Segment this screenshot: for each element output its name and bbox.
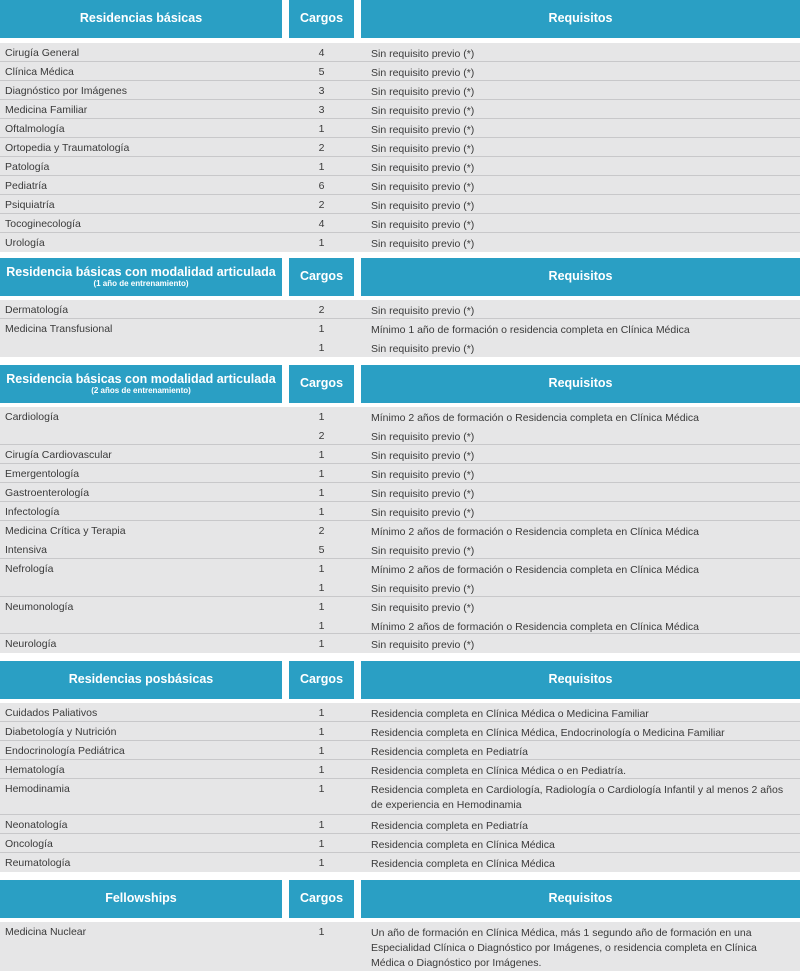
cargos-count: 1 bbox=[318, 819, 325, 831]
requirement-text: Sin requisito previo (*) bbox=[371, 450, 475, 462]
cargos-count: 2 bbox=[318, 199, 325, 211]
cargos-count: 1 bbox=[318, 468, 325, 480]
table-row bbox=[0, 233, 800, 252]
table-row bbox=[0, 62, 800, 81]
specialty-name: Intensiva bbox=[5, 544, 48, 556]
cargos-count: 1 bbox=[318, 857, 325, 869]
specialty-name: Tocoginecología bbox=[5, 218, 81, 230]
specialty-name: Diabetología y Nutrición bbox=[5, 726, 117, 738]
requirement-text: Mínimo 2 años de formación o Residencia completa en Clínica Médica bbox=[371, 412, 699, 424]
requirement-text: Sin requisito previo (*) bbox=[371, 86, 475, 98]
cargos-header bbox=[289, 365, 354, 403]
requirement-text: Residencia completa en Clínica Médica, Endocrinología o Medicina Familiar bbox=[371, 727, 725, 739]
requirement-text: Sin requisito previo (*) bbox=[371, 124, 475, 136]
table-row bbox=[0, 521, 800, 540]
specialty-name: Cuidados Paliativos bbox=[5, 707, 98, 719]
specialty-name: Oncología bbox=[5, 838, 53, 850]
cargos-count: 1 bbox=[318, 783, 325, 795]
cargos-count: 1 bbox=[318, 926, 325, 938]
requisitos-header bbox=[361, 880, 800, 918]
requirement-text: Sin requisito previo (*) bbox=[371, 219, 475, 231]
specialty-name: Cirugía General bbox=[5, 47, 80, 59]
specialty-name: Diagnóstico por Imágenes bbox=[5, 85, 127, 97]
specialty-name: Neonatología bbox=[5, 819, 68, 831]
table-row bbox=[0, 922, 800, 971]
requirement-text: Sin requisito previo (*) bbox=[371, 181, 475, 193]
cargos-count: 1 bbox=[318, 342, 325, 354]
table-row bbox=[0, 722, 800, 741]
cargos-count: 1 bbox=[318, 601, 325, 613]
requirement-text: Sin requisito previo (*) bbox=[371, 469, 475, 481]
specialty-name: Gastroenterología bbox=[5, 487, 90, 499]
requisitos-label: Requisitos bbox=[548, 11, 613, 26]
cargos-count: 1 bbox=[318, 726, 325, 738]
cargos-count: 1 bbox=[318, 707, 325, 719]
requirement-text: Un año de formación en Clínica Médica, más 1 segundo año de formación en una Especialidad Clínica o Diagnóstico por Imágenes, o residencia completa en Clínica Médica o Diagnóstico por Imágenes. bbox=[371, 927, 757, 969]
table-row bbox=[0, 43, 800, 62]
specialty-name: Hematología bbox=[5, 764, 65, 776]
table-row bbox=[0, 815, 800, 834]
section-title-cell bbox=[0, 365, 282, 403]
requirement-text: Mínimo 2 años de formación o Residencia completa en Clínica Médica bbox=[371, 621, 699, 633]
requirement-text: Sin requisito previo (*) bbox=[371, 105, 475, 117]
cargos-count: 2 bbox=[318, 304, 325, 316]
cargos-count: 1 bbox=[318, 582, 325, 594]
table-row bbox=[0, 195, 800, 214]
table-row bbox=[0, 300, 800, 319]
table-row bbox=[0, 540, 800, 559]
requirement-text: Sin requisito previo (*) bbox=[371, 545, 475, 557]
table-row bbox=[0, 100, 800, 119]
cargos-count: 1 bbox=[318, 449, 325, 461]
section-header bbox=[0, 0, 800, 38]
cargos-count: 1 bbox=[318, 161, 325, 173]
table-row bbox=[0, 483, 800, 502]
section-title: Residencias posbásicas bbox=[68, 672, 214, 687]
requirement-text: Sin requisito previo (*) bbox=[371, 67, 475, 79]
requisitos-label: Requisitos bbox=[548, 891, 613, 906]
specialty-name: Emergentología bbox=[5, 468, 80, 480]
requirement-text: Mínimo 2 años de formación o Residencia completa en Clínica Médica bbox=[371, 526, 699, 538]
table-row bbox=[0, 214, 800, 233]
requirement-text: Sin requisito previo (*) bbox=[371, 238, 475, 250]
cargos-count: 1 bbox=[318, 506, 325, 518]
table-row bbox=[0, 407, 800, 426]
requisitos-label: Requisitos bbox=[548, 269, 613, 284]
table-row bbox=[0, 445, 800, 464]
requisitos-label: Requisitos bbox=[548, 376, 613, 391]
specialty-name: Medicina Nuclear bbox=[5, 926, 87, 938]
table-row bbox=[0, 338, 800, 357]
cargos-label: Cargos bbox=[299, 376, 344, 391]
table-row bbox=[0, 464, 800, 483]
cargos-count: 1 bbox=[318, 638, 325, 650]
specialty-name: Oftalmología bbox=[5, 123, 65, 135]
specialty-name: Reumatología bbox=[5, 857, 71, 869]
section-title: Residencia básicas con modalidad articulada bbox=[6, 372, 276, 387]
table-row bbox=[0, 176, 800, 195]
cargos-count: 1 bbox=[318, 323, 325, 335]
cargos-label: Cargos bbox=[299, 891, 344, 906]
cargos-count: 5 bbox=[318, 544, 325, 556]
cargos-count: 1 bbox=[318, 838, 325, 850]
cargos-count: 1 bbox=[318, 563, 325, 575]
requirement-text: Sin requisito previo (*) bbox=[371, 343, 475, 355]
requirement-text: Sin requisito previo (*) bbox=[371, 143, 475, 155]
requirement-text: Sin requisito previo (*) bbox=[371, 305, 475, 317]
requisitos-header bbox=[361, 258, 800, 296]
cargos-count: 4 bbox=[318, 218, 325, 230]
requisitos-header bbox=[361, 0, 800, 38]
section-title: Residencias básicas bbox=[79, 11, 203, 26]
cargos-count: 6 bbox=[318, 180, 325, 192]
specialty-name: Cirugía Cardiovascular bbox=[5, 449, 112, 461]
requirement-text: Sin requisito previo (*) bbox=[371, 200, 475, 212]
table-row bbox=[0, 779, 800, 815]
requirement-text: Sin requisito previo (*) bbox=[371, 602, 475, 614]
cargos-header bbox=[289, 0, 354, 38]
cargos-count: 2 bbox=[318, 525, 325, 537]
section-title-cell bbox=[0, 0, 282, 38]
requirement-text: Residencia completa en Clínica Médica o Medicina Familiar bbox=[371, 708, 649, 720]
specialty-name: Ortopedia y Traumatología bbox=[5, 142, 130, 154]
cargos-count: 1 bbox=[318, 237, 325, 249]
requirement-text: Residencia completa en Clínica Médica bbox=[371, 858, 555, 870]
section-header bbox=[0, 365, 800, 403]
cargos-count: 1 bbox=[318, 411, 325, 423]
specialty-name: Psiquiatría bbox=[5, 199, 55, 211]
table-row bbox=[0, 319, 800, 338]
cargos-count: 5 bbox=[318, 66, 325, 78]
specialty-name: Cardiología bbox=[5, 411, 59, 423]
requisitos-label: Requisitos bbox=[548, 672, 613, 687]
table-row bbox=[0, 426, 800, 445]
section-header bbox=[0, 880, 800, 918]
table-row bbox=[0, 157, 800, 176]
requirement-text: Sin requisito previo (*) bbox=[371, 162, 475, 174]
section-title: Residencia básicas con modalidad articulada bbox=[6, 265, 276, 280]
specialty-name: Medicina Crítica y Terapia bbox=[5, 525, 126, 537]
requirement-text: Sin requisito previo (*) bbox=[371, 488, 475, 500]
requirement-text: Residencia completa en Cardiología, Radiología o Cardiología Infantil y al menos 2 años de experiencia en Hemodinamia bbox=[371, 784, 784, 811]
cargos-count: 2 bbox=[318, 430, 325, 442]
cargos-label: Cargos bbox=[299, 672, 344, 687]
specialty-name: Infectología bbox=[5, 506, 60, 518]
cargos-label: Cargos bbox=[299, 11, 344, 26]
table-row bbox=[0, 119, 800, 138]
cargos-count: 2 bbox=[318, 142, 325, 154]
specialty-name: Endocrinología Pediátrica bbox=[5, 745, 125, 757]
requirement-text: Residencia completa en Clínica Médica o en Pediatría. bbox=[371, 765, 627, 777]
cargos-label: Cargos bbox=[299, 269, 344, 284]
requisitos-header bbox=[361, 365, 800, 403]
cargos-count: 1 bbox=[318, 620, 325, 632]
specialty-name: Neumonología bbox=[5, 601, 74, 613]
cargos-count: 1 bbox=[318, 123, 325, 135]
requirement-text: Sin requisito previo (*) bbox=[371, 639, 475, 651]
cargos-count: 4 bbox=[318, 47, 325, 59]
table-row bbox=[0, 578, 800, 597]
cargos-count: 3 bbox=[318, 104, 325, 116]
table-row bbox=[0, 138, 800, 157]
table-row bbox=[0, 559, 800, 578]
requirement-text: Residencia completa en Pediatría bbox=[371, 746, 529, 758]
specialty-name: Clínica Médica bbox=[5, 66, 74, 78]
section-subtitle: (2 años de entrenamiento) bbox=[91, 385, 191, 395]
specialty-name: Hemodinamia bbox=[5, 783, 70, 795]
table-row bbox=[0, 597, 800, 616]
requirement-text: Mínimo 1 año de formación o residencia completa en Clínica Médica bbox=[371, 324, 690, 336]
requirement-text: Mínimo 2 años de formación o Residencia completa en Clínica Médica bbox=[371, 564, 699, 576]
specialty-name: Neurología bbox=[5, 638, 57, 650]
cargos-count: 1 bbox=[318, 764, 325, 776]
requirement-text: Residencia completa en Pediatría bbox=[371, 820, 529, 832]
table-row bbox=[0, 502, 800, 521]
specialty-name: Patología bbox=[5, 161, 50, 173]
cargos-count: 3 bbox=[318, 85, 325, 97]
cargos-count: 1 bbox=[318, 487, 325, 499]
specialty-name: Medicina Familiar bbox=[5, 104, 88, 116]
table-row bbox=[0, 81, 800, 100]
section-title-cell bbox=[0, 880, 282, 918]
table-row bbox=[0, 834, 800, 853]
requirement-text: Residencia completa en Clínica Médica bbox=[371, 839, 555, 851]
section-title-cell bbox=[0, 661, 282, 699]
specialty-name: Medicina Transfusional bbox=[5, 323, 113, 335]
cargos-header bbox=[289, 661, 354, 699]
specialty-name: Dermatología bbox=[5, 304, 69, 316]
table-row bbox=[0, 760, 800, 779]
requirement-text: Sin requisito previo (*) bbox=[371, 48, 475, 60]
specialty-name: Urología bbox=[5, 237, 45, 249]
cargos-header bbox=[289, 880, 354, 918]
table-row bbox=[0, 741, 800, 760]
section-header bbox=[0, 258, 800, 296]
specialty-name: Pediatría bbox=[5, 180, 48, 192]
section-title: Fellowships bbox=[105, 891, 177, 906]
requirement-text: Sin requisito previo (*) bbox=[371, 431, 475, 443]
cargos-header bbox=[289, 258, 354, 296]
table-row bbox=[0, 853, 800, 872]
section-title-cell bbox=[0, 258, 282, 296]
section-header bbox=[0, 661, 800, 699]
table-row bbox=[0, 634, 800, 653]
section-subtitle: (1 año de entrenamiento) bbox=[93, 278, 189, 288]
requirement-text: Sin requisito previo (*) bbox=[371, 583, 475, 595]
table-row bbox=[0, 703, 800, 722]
requisitos-header bbox=[361, 661, 800, 699]
specialty-name: Nefrología bbox=[5, 563, 54, 575]
cargos-count: 1 bbox=[318, 745, 325, 757]
table-row bbox=[0, 616, 800, 634]
requirement-text: Sin requisito previo (*) bbox=[371, 507, 475, 519]
